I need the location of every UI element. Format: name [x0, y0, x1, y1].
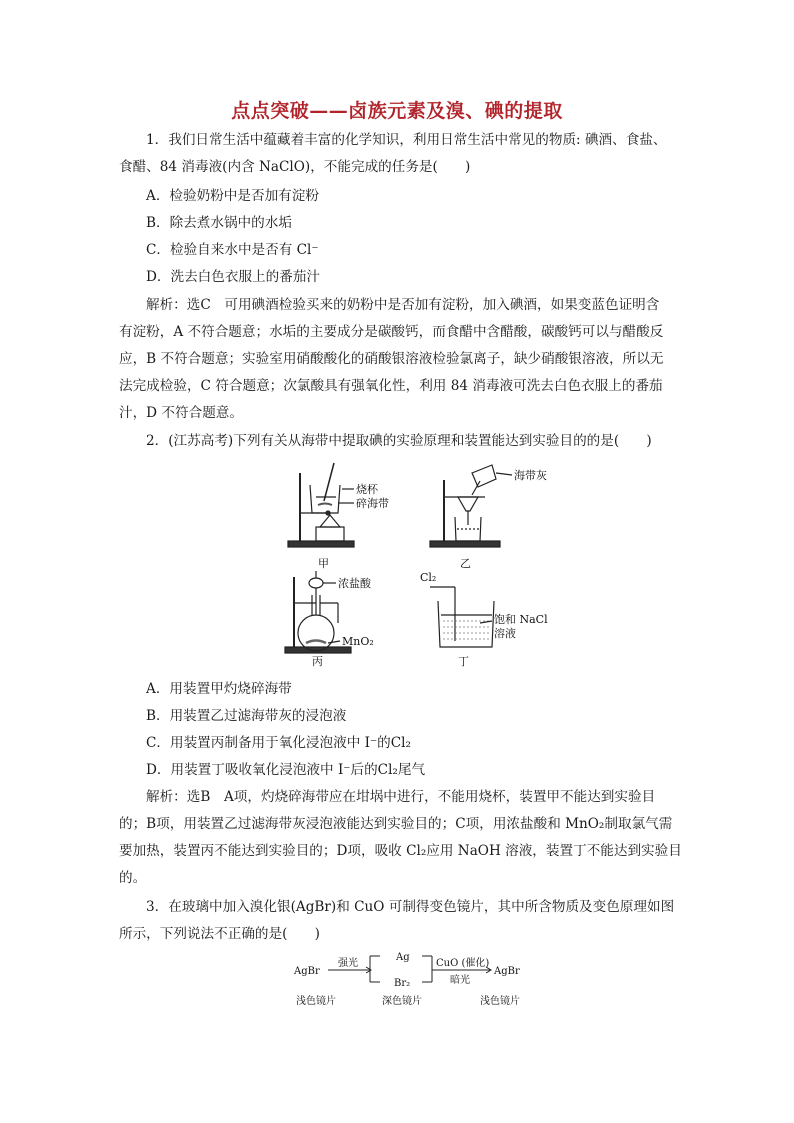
label-hcl: 浓盐酸	[338, 577, 371, 590]
label-bing: 丙	[312, 655, 323, 668]
label-seaweed: 碎海带	[356, 497, 389, 510]
jia-stand-base	[288, 541, 354, 547]
page-title: 点点突破——卤族元素及溴、碘的提取	[231, 100, 563, 122]
label-light-lens-1: 浅色镜片	[296, 996, 336, 1007]
bing-dropping-funnel	[309, 578, 323, 588]
label-dark-light: 暗光	[450, 975, 470, 986]
q2-option-c: C．用装置丙制备用于氧化浸泡液中 I⁻的Cl₂	[146, 735, 411, 751]
label-jia: 甲	[318, 557, 329, 570]
q3-reaction-diagram	[290, 946, 540, 1012]
q1-analysis-line-4: 法完成检验，C 符合题意；次氯酸具有强氧化性，利用 84 消毒液可洗去白色衣服上的番茄	[119, 378, 663, 394]
q1-analysis-line-2: 有淀粉，A 不符合题意；水垢的主要成分是碳酸钙，而食醋中含醋酸，碳酸钙可以与醋酸反	[119, 324, 664, 340]
q1-option-a: A．检验奶粉中是否加有淀粉	[146, 188, 319, 204]
label-yi: 乙	[460, 557, 471, 570]
q1-option-c: C．检验自来水中是否有 Cl⁻	[146, 242, 319, 258]
label-strong-light: 强光	[338, 958, 358, 969]
q3-stem-line-2: 所示，下列说法不正确的是( )	[119, 926, 320, 942]
label-ag: Ag	[396, 952, 410, 963]
yi-pouring-beaker	[472, 465, 496, 487]
label-ash: 海带灰	[514, 469, 547, 482]
label-ding: 丁	[458, 655, 469, 668]
yi-funnel	[458, 497, 478, 511]
bing-flask	[298, 615, 334, 651]
apparatus-drawing	[280, 455, 570, 670]
label-beaker: 烧杯	[356, 483, 378, 496]
label-nacl-2: 溶液	[494, 627, 516, 640]
label-br2: Br₂	[394, 978, 411, 989]
label-dark-lens: 深色镜片	[382, 996, 422, 1007]
q1-analysis-line-3: 应，B 不符合题意；实验室用硝酸酸化的硝酸银溶液检验氯离子，缺少硝酸银溶液，所以无	[119, 351, 664, 367]
label-cuo: CuO (催化)	[436, 958, 490, 969]
label-light-lens-2: 浅色镜片	[480, 996, 520, 1007]
q1-stem-line-1: 1．我们日常生活中蕴藏着丰富的化学知识，利用日常生活中常见的物质: 碘酒、食盐、	[146, 132, 667, 148]
q2-apparatus-figure	[280, 455, 570, 670]
yi-stand-base	[430, 541, 500, 547]
label-agbr-left: AgBr	[294, 966, 320, 977]
q2-analysis-line-1: 解析：选B A项，灼烧碎海带应在坩埚中进行，不能用烧杯，装置甲不能达到实验目	[146, 789, 656, 805]
q1-analysis-line-1: 解析：选C 可用碘酒检验买来的奶粉中是否加有淀粉，加入碘酒，如果变蓝色证明含	[146, 297, 660, 313]
q2-stem: 2．(江苏高考)下列有关从海带中提取碘的实验原理和装置能达到实验目的的是( )	[146, 433, 652, 449]
label-cl2: Cl₂	[420, 571, 437, 584]
q2-analysis-line-3: 要加热，装置丙不能达到实验目的；D项，吸收 Cl₂应用 NaOH 溶液，装置丁不能达到实验目	[119, 843, 682, 859]
jia-burner	[320, 515, 340, 527]
q2-option-b: B．用装置乙过滤海带灰的浸泡液	[146, 708, 347, 724]
q1-analysis-line-5: 汁，D 不符合题意。	[119, 405, 243, 421]
q2-option-d: D．用装置丁吸收氧化浸泡液中 I⁻后的Cl₂尾气	[146, 762, 426, 778]
q2-option-a: A．用装置甲灼烧碎海带	[146, 681, 292, 697]
q3-stem-line-1: 3．在玻璃中加入溴化银(AgBr)和 CuO 可制得变色镜片，其中所含物质及变色原理如图	[146, 899, 675, 915]
q1-option-b: B．除去煮水锅中的水垢	[146, 215, 292, 231]
q2-analysis-line-4: 的。	[119, 870, 147, 886]
q2-analysis-line-2: 的；B项，用装置乙过滤海带灰浸泡液能达到实验目的；C项，用浓盐酸和 MnO₂制取氯气需	[119, 816, 673, 832]
label-mno2: MnO₂	[342, 635, 374, 648]
q1-stem-line-2: 食醋、84 消毒液(内含 NaClO)，不能完成的任务是( )	[119, 159, 471, 175]
label-agbr-right: AgBr	[494, 966, 520, 977]
q1-option-d: D．洗去白色衣服上的番茄汁	[146, 269, 321, 285]
ding-beaker	[438, 601, 494, 647]
label-nacl-1: 饱和 NaCl	[494, 613, 548, 626]
